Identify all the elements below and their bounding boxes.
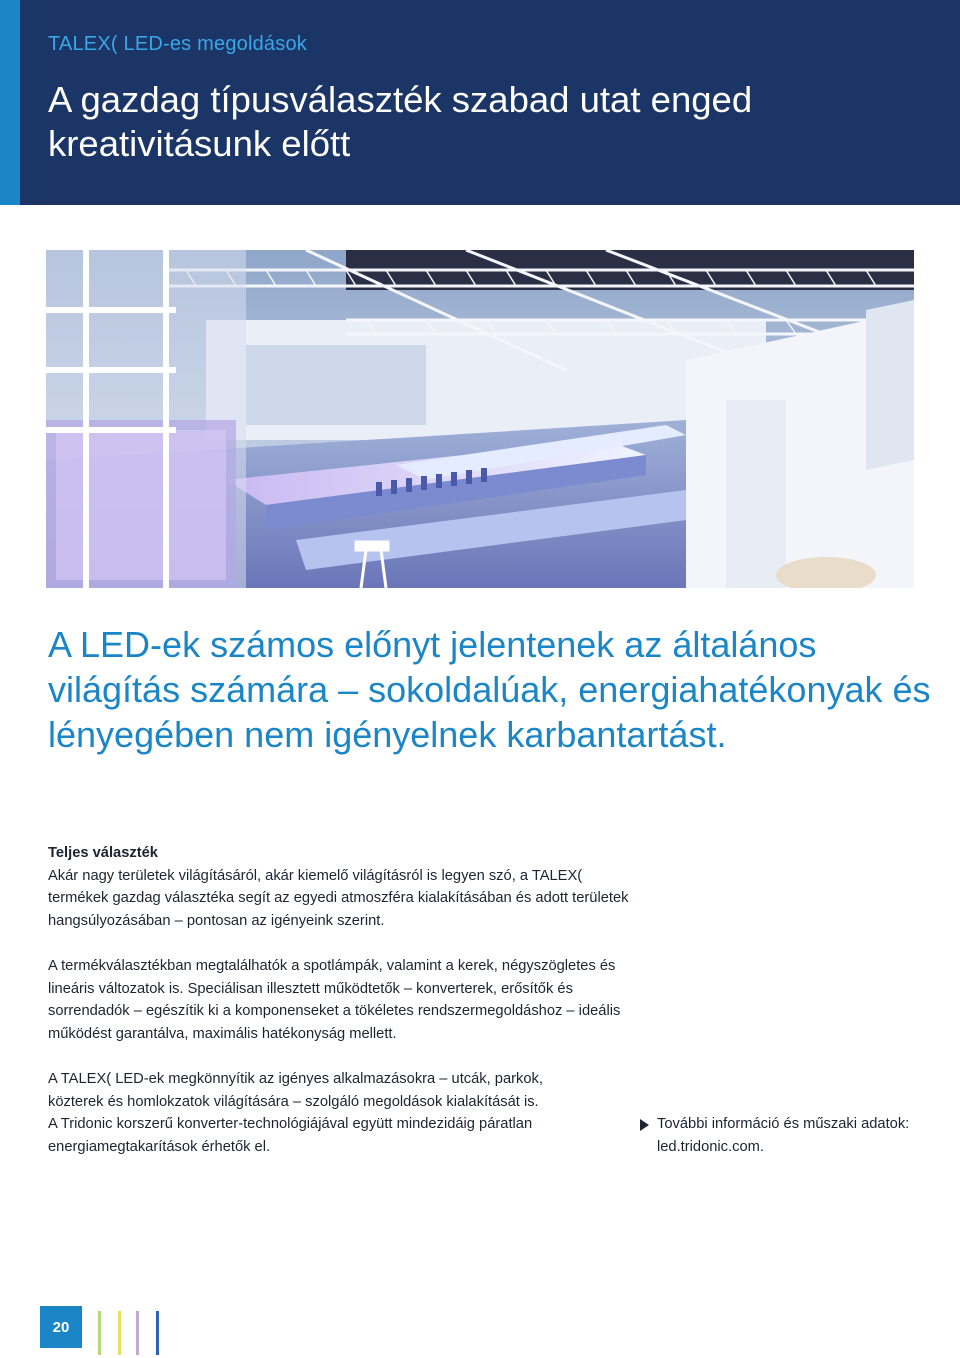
section-full-range-text: Akár nagy területek világításáról, akár kiemelő világításról is legyen szó, a TALEX( termékek gazdag választéka segít az egyedi atmoszféra kialakításában és adott területek hangsúlyozásában – pontosan az igényeink szerint. xyxy=(48,867,629,929)
page-title: A gazdag típusválaszték szabad utat enged kreativitásunk előtt xyxy=(48,79,753,164)
page-number: 20 xyxy=(40,1306,82,1348)
footer-color-bar xyxy=(156,1311,159,1355)
section-subtitle: Teljes választék xyxy=(48,845,158,861)
section-applications xyxy=(48,1068,548,1158)
section-applications-text: A TALEX( LED-ek megkönnyítik az igényes alkalmazásokra – utcák, parkok, közterek és homlokzatok világítására – szolgáló megoldások kialakítását is. A Tridonic korszerű konverter-technológiájával együtt mindezidáig páratlan energiamegtakarítások érhetők el. xyxy=(48,1071,543,1155)
section-product-range-text: A termékválasztékban megtalálhatók a spotlámpák, valamint a kerek, négyszögletes és lineáris változatok is. Speciálisan illesztett működtetők – konverterek, erősítők és sorrendadók – egészítik ki a komponenseket a tökéletes rendszermegoldáshoz – ideális működést garantálva, maximális hatékonyság mellett. xyxy=(48,958,621,1042)
section-kicker: TALEX( LED-es megoldások xyxy=(48,33,307,55)
footer-color-bar xyxy=(136,1311,139,1355)
section-product-range xyxy=(48,955,633,1045)
photo-illustration xyxy=(46,250,914,588)
lead-heading: A LED-ek számos előnyt jelentenek az általános világítás számára – sokoldalúak, energiahatékonyak és lényegében nem igényelnek karbantartást. xyxy=(48,624,931,755)
event-hall-photo xyxy=(46,250,914,588)
more-info-callout xyxy=(640,1113,940,1158)
more-info-link[interactable]: További információ és műszaki adatok: led.tridonic.com. xyxy=(657,1116,910,1155)
footer-color-bar xyxy=(118,1311,121,1355)
footer-color-bar xyxy=(98,1311,101,1355)
header-banner xyxy=(0,0,960,205)
section-full-range xyxy=(48,842,633,932)
triangle-arrow-icon xyxy=(640,1119,649,1131)
header-accent-stripe xyxy=(0,0,20,205)
